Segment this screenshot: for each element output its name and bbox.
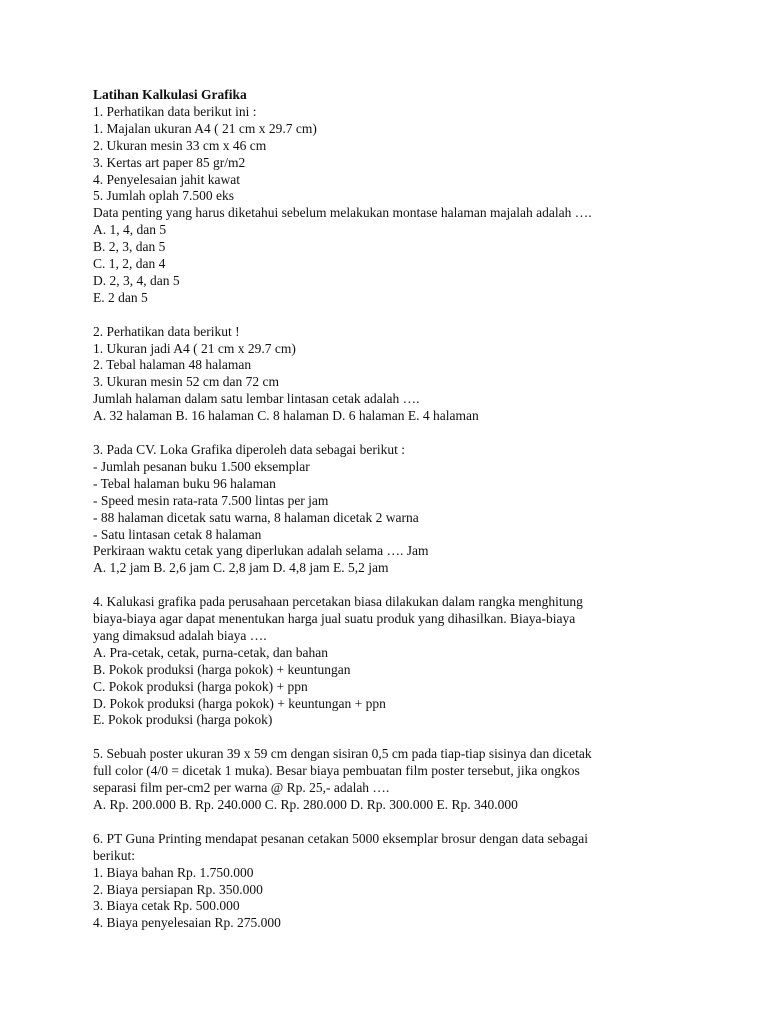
- question-2: [93, 324, 753, 425]
- question-6-item: 4. Biaya penyelesaian Rp. 275.000: [93, 915, 281, 931]
- question-1-option: A. 1, 4, dan 5: [93, 222, 167, 238]
- question-1-option: B. 2, 3, dan 5: [93, 239, 166, 255]
- paragraph-gap: [93, 577, 753, 594]
- question-2-options: A. 32 halaman B. 16 halaman C. 8 halaman D. 6 halaman E. 4 halaman: [93, 408, 479, 424]
- question-3-item: - Tebal halaman buku 96 halaman: [93, 475, 276, 491]
- question-6-item: 3. Biaya cetak Rp. 500.000: [93, 898, 240, 914]
- question-4-option: B. Pokok produksi (harga pokok) + keuntungan: [93, 661, 351, 677]
- question-6-text-line: 6. PT Guna Printing mendapat pesanan cetakan 5000 eksemplar brosur dengan data sebagai: [93, 830, 588, 846]
- question-4-text-line: yang dimaksud adalah biaya ….: [93, 627, 267, 643]
- question-1-item: 5. Jumlah oplah 7.500 eks: [93, 188, 234, 204]
- question-1-item: 4. Penyelesaian jahit kawat: [93, 171, 240, 187]
- question-1-text: Data penting yang harus diketahui sebelum melakukan montase halaman majalah adalah ….: [93, 205, 592, 221]
- document-page: [93, 87, 753, 932]
- question-3-intro: 3. Pada CV. Loka Grafika diperoleh data sebagai berikut :: [93, 442, 406, 457]
- question-5-text-line: 5. Sebuah poster ukuran 39 x 59 cm dengan sisiran 0,5 cm pada tiap-tiap sisinya dan dicetak: [93, 746, 592, 762]
- question-1-item: 2. Ukuran mesin 33 cm x 46 cm: [93, 137, 267, 153]
- question-4-option: A. Pra-cetak, cetak, purna-cetak, dan bahan: [93, 644, 329, 660]
- question-1-option: E. 2 dan 5: [93, 289, 148, 305]
- question-6: [93, 831, 753, 932]
- question-1-item: 1. Majalan ukuran A4 ( 21 cm x 29.7 cm): [93, 120, 317, 136]
- question-2-intro: 2. Perhatikan data berikut !: [93, 323, 240, 339]
- paragraph-gap: [93, 307, 753, 324]
- question-3-item: - Satu lintasan cetak 8 halaman: [93, 526, 262, 542]
- question-3-options: A. 1,2 jam B. 2,6 jam C. 2,8 jam D. 4,8 jam E. 5,2 jam: [93, 560, 389, 576]
- question-4-text-line: biaya-biaya agar dapat menentukan harga jual suatu produk yang dihasilkan. Biaya-biaya: [93, 611, 576, 627]
- question-4-option: C. Pokok produksi (harga pokok) + ppn: [93, 678, 308, 694]
- question-3-item: - Jumlah pesanan buku 1.500 eksemplar: [93, 458, 310, 474]
- question-3-text: Perkiraan waktu cetak yang diperlukan adalah selama …. Jam: [93, 543, 429, 559]
- question-1-intro: 1. Perhatikan data berikut ini :: [93, 103, 257, 119]
- question-5-options: A. Rp. 200.000 B. Rp. 240.000 C. Rp. 280.000 D. Rp. 300.000 E. Rp. 340.000: [93, 797, 518, 812]
- question-4-option: D. Pokok produksi (harga pokok) + keuntungan + ppn: [93, 695, 386, 711]
- question-2-item: 3. Ukuran mesin 52 cm dan 72 cm: [93, 374, 279, 390]
- question-2-item: 2. Tebal halaman 48 halaman: [93, 357, 252, 373]
- question-3-item: - 88 halaman dicetak satu warna, 8 halaman dicetak 2 warna: [93, 509, 419, 525]
- question-3: [93, 442, 753, 577]
- paragraph-gap: [93, 729, 753, 746]
- question-4-option: E. Pokok produksi (harga pokok): [93, 712, 273, 728]
- question-3-item: - Speed mesin rata-rata 7.500 lintas per jam: [93, 492, 329, 508]
- question-4-text-line: 4. Kalukasi grafika pada perusahaan percetakan biasa dilakukan dalam rangka menghitung: [93, 594, 583, 610]
- question-6-text-line: berikut:: [93, 847, 135, 863]
- question-1-option: D. 2, 3, 4, dan 5: [93, 272, 180, 288]
- question-2-text: Jumlah halaman dalam satu lembar lintasan cetak adalah ….: [93, 391, 420, 407]
- question-2-item: 1. Ukuran jadi A4 ( 21 cm x 29.7 cm): [93, 340, 296, 356]
- paragraph-gap: [93, 425, 753, 442]
- question-1-option: C. 1, 2, dan 4: [93, 256, 166, 272]
- question-6-item: 2. Biaya persiapan Rp. 350.000: [93, 881, 263, 897]
- question-4: [93, 594, 753, 729]
- question-5-text-line: separasi film per-cm2 per warna @ Rp. 25,- adalah ….: [93, 780, 390, 796]
- question-6-item: 1. Biaya bahan Rp. 1.750.000: [93, 864, 254, 880]
- question-5: [93, 746, 753, 814]
- document-title: Latihan Kalkulasi Grafika: [93, 87, 247, 102]
- question-5-text-line: full color (4/0 = dicetak 1 muka). Besar biaya pembuatan film poster tersebut, jika ongkos: [93, 763, 580, 779]
- question-1: [93, 104, 753, 307]
- paragraph-gap: [93, 814, 753, 831]
- question-1-item: 3. Kertas art paper 85 gr/m2: [93, 154, 246, 170]
